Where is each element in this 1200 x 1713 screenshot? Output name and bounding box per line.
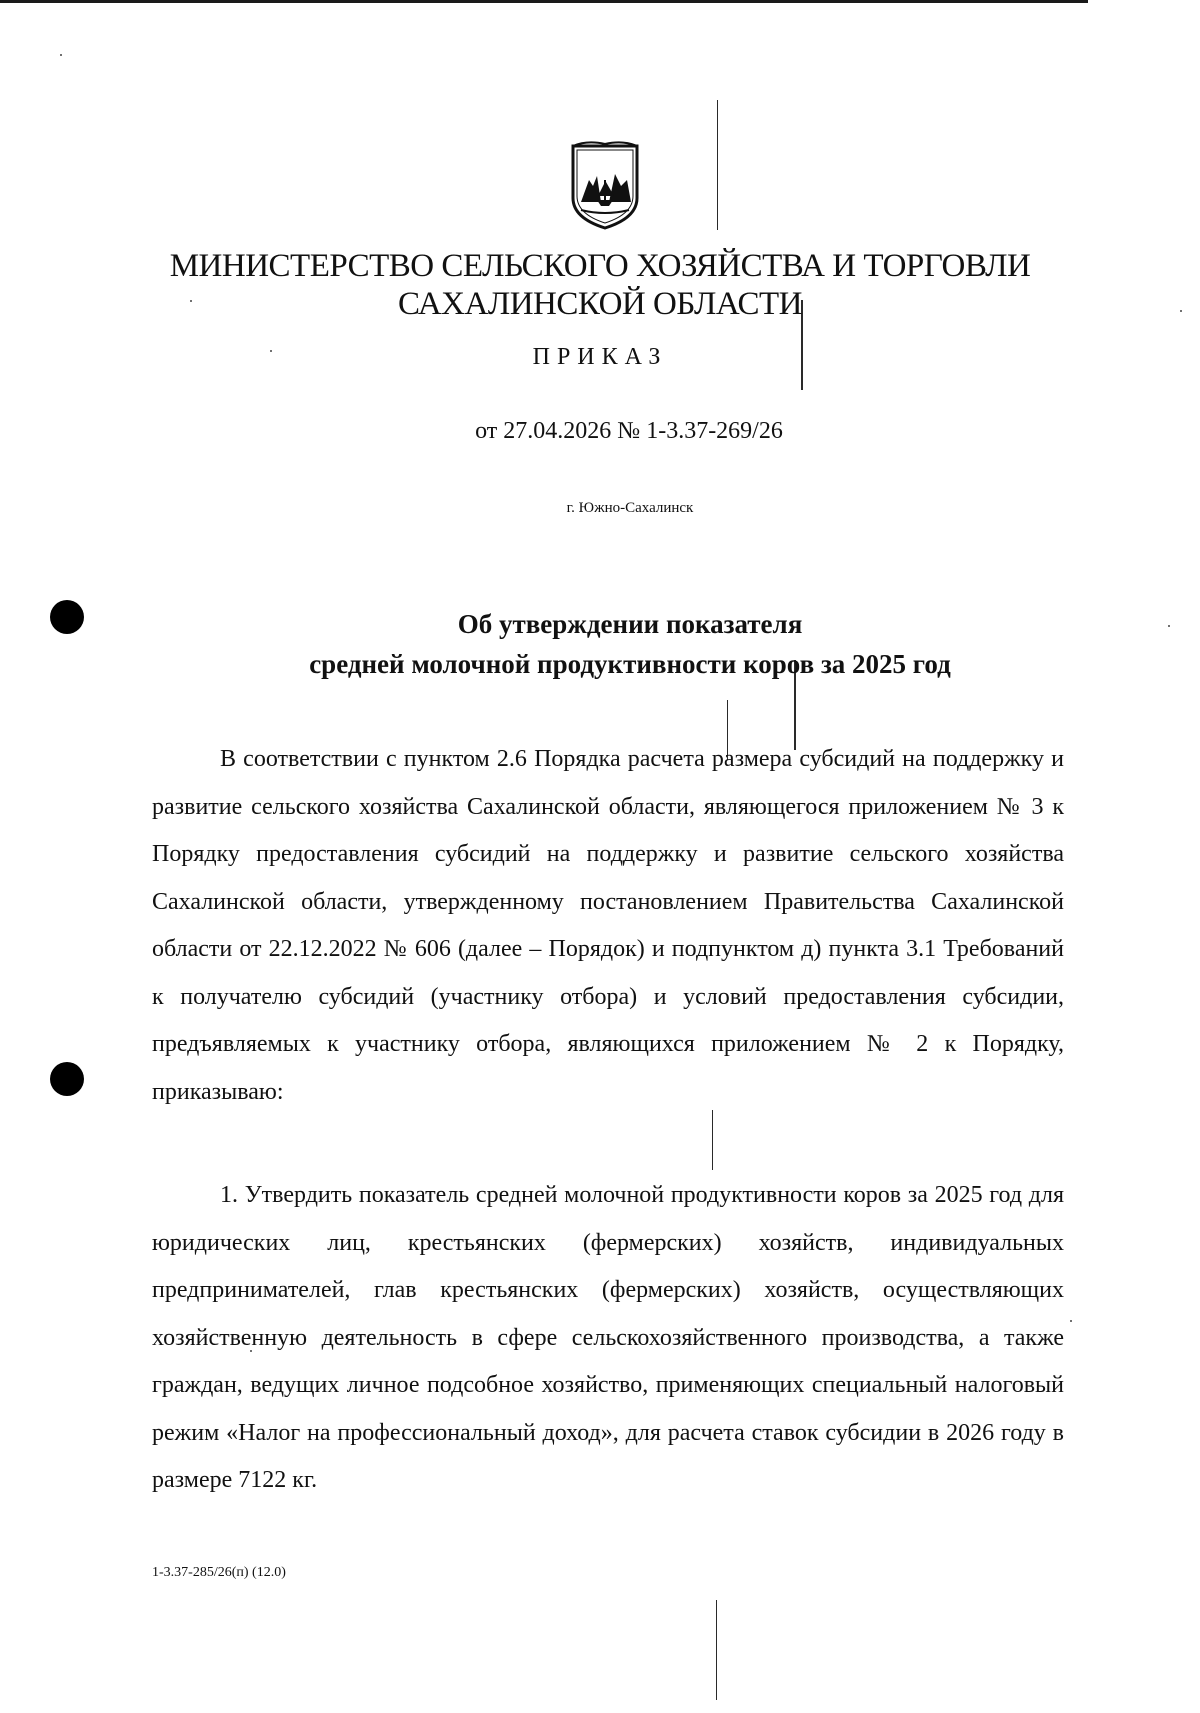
scan-artifact-line [716,1600,717,1700]
order-title: ПРИКАЗ [532,344,668,370]
scan-speck [1070,1320,1072,1322]
document-title-line1: Об утверждении показателя [457,609,803,639]
scan-artifact-line [712,1110,713,1170]
emblem-icon [567,140,643,232]
order-date-number: от 27.04.2026 № 1-3.37-269/26 [475,418,783,444]
scan-artifact-line [717,100,718,230]
ministry-name-line2: САХАЛИНСКОЙ ОБЛАСТИ [397,286,803,322]
body-paragraph-2: 1. Утвердить показатель средней молочной продуктивности коров за 2025 год для юридических лиц, крестьянских (фермерских) хозяйств, индивидуальных предпринимателей, глав крестьянских (фермерских) хозяйств, осуществляющих хозяйственную деятельность в сфере сельскохозяйственного производства, а также граждан, ведущих личное подсобное хозяйство, применяющих специальный налоговый режим «Налог на профессиональный доход», для расчета ставок субсидии в 2026 году в размере 7122 кг. [152,1182,1064,1493]
footer-doc-code: 1-3.37-285/26(п) (12.0) [152,1565,286,1580]
ministry-name-line1: МИНИСТЕРСТВО СЕЛЬСКОГО ХОЗЯЙСТВА И ТОРГОВЛИ [169,248,1031,284]
body-paragraph-1: В соответствии с пунктом 2.6 Порядка расчета размера субсидий на поддержку и развитие сельского хозяйства Сахалинской области, являющегося приложением № 3 к Порядку предоставления субсидий на поддержку и развитие сельского хозяйства Сахалинской области, утвержденному постановлением Правительства Сахалинской области от 22.12.2022 № 606 (далее – Порядок) и подпунктом д) пункта 3.1 Требований к получателю субсидий (участнику отбора) и условий предоставления субсидии, предъявляемых к участнику отбора, являющихся приложением № 2 к Порядку, приказываю: [152,746,1064,1105]
city-name: г. Южно-Сахалинск [566,500,694,516]
scan-speck [60,54,62,56]
document-title-line2: средней молочной продуктивности коров за 2025 год [309,649,951,679]
scan-top-border [0,0,1088,3]
punch-hole [50,1062,84,1096]
